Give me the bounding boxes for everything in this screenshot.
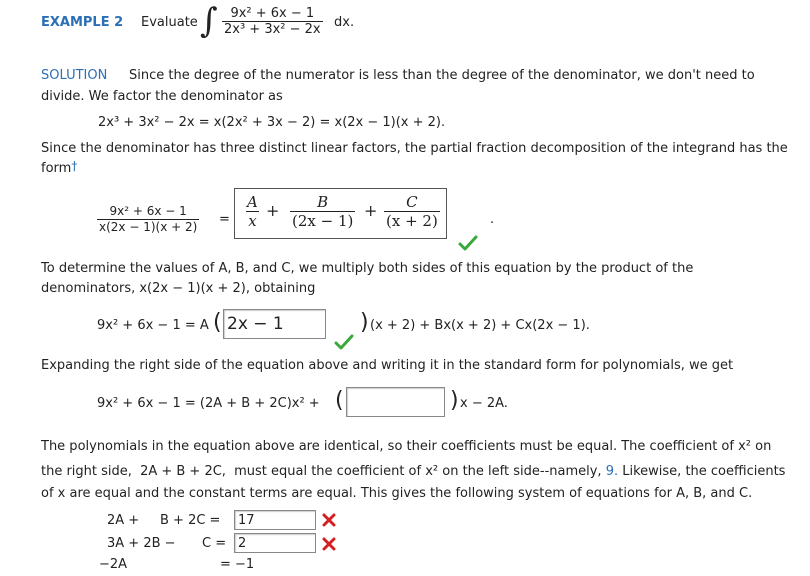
frac-b — [290, 193, 355, 230]
solution-label: SOLUTION — [41, 68, 108, 83]
dx-label: dx. — [334, 15, 355, 30]
frac-c-numerator: C — [406, 193, 418, 211]
identical-line-2b: 2A + B + 2C, — [140, 464, 226, 479]
equation3-open-paren: ( — [335, 388, 344, 413]
identical-line-2e: Likewise, the coefficients — [622, 464, 786, 479]
equation3-close-paren: ) — [450, 388, 459, 413]
equation3-lhs: 9x² + 6x − 1 = (2A + B + 2C)x² + — [97, 396, 320, 411]
frac-c-denominator: (x + 2) — [386, 212, 438, 230]
equation2-lhs: 9x² + 6x − 1 = A — [97, 318, 209, 333]
identical-line-2c: must equal the coefficient of x² on the left side--namely, — [234, 464, 602, 479]
equation2-open-paren: ( — [213, 310, 222, 335]
solution-line-2: divide. We factor the denominator as — [41, 89, 283, 104]
decomp-period: . — [490, 212, 495, 227]
system-row2-input[interactable] — [234, 533, 316, 553]
correct-check-icon — [458, 235, 478, 251]
factor-equation: 2x³ + 3x² − 2x = x(2x² + 3x − 2) = x(2x − 1)(x + 2). — [98, 115, 446, 130]
system-row1-t1: 2A + — [107, 513, 140, 528]
system-row1-t2: B + 2C = — [160, 513, 221, 528]
system-row3-t2: = −1 — [220, 557, 255, 572]
identical-line-2 — [41, 464, 785, 479]
distinct-line-2-text: form — [41, 161, 72, 176]
identical-line-2a: the right side, — [41, 464, 132, 479]
frac-c — [384, 193, 440, 230]
decomp-lhs-denominator: x(2x − 1)(x + 2) — [99, 220, 198, 234]
equation3-rhs: x − 2A. — [460, 396, 508, 411]
example-label: EXAMPLE 2 — [41, 15, 124, 30]
system-row3-t1: −2A — [99, 557, 128, 572]
equation2-rhs: (x + 2) + Bx(x + 2) + Cx(2x − 1). — [370, 318, 590, 333]
integrand-denominator: 2x³ + 3x² − 2x — [224, 22, 321, 37]
evaluate-label: Evaluate — [141, 15, 198, 30]
solution-line-1: Since the degree of the numerator is less than the degree of the denominator, we don't need to — [129, 68, 755, 83]
integral-sign: ∫ — [200, 1, 218, 41]
plus-sign-2: + — [364, 201, 378, 220]
equation3-answer-input[interactable] — [346, 387, 445, 417]
determine-line-1: To determine the values of A, B, and C, we multiply both sides of this equation by the product of the — [41, 261, 694, 276]
incorrect-x-icon — [322, 513, 336, 527]
decomp-lhs-fraction — [97, 204, 199, 235]
frac-a-denominator: x — [248, 212, 257, 230]
decomp-lhs-numerator: 9x² + 6x − 1 — [109, 204, 187, 218]
plus-sign-1: + — [266, 201, 280, 220]
integrand-fraction — [222, 6, 323, 37]
system-row1-input[interactable] — [234, 510, 316, 530]
equation2-answer-input[interactable] — [223, 309, 326, 339]
integrand-numerator: 9x² + 6x − 1 — [230, 6, 315, 21]
correct-check-icon — [334, 334, 354, 350]
identical-line-2d: 9. — [605, 464, 619, 479]
system-row2-t1: 3A + 2B − — [107, 536, 176, 551]
identical-line-1: The polynomials in the equation above are identical, so their coefficients must be equal. The coefficient of x² on — [41, 439, 772, 454]
decomposition-answer-box[interactable] — [234, 188, 447, 239]
distinct-line-1: Since the denominator has three distinct linear factors, the partial fraction decomposition of the integrand has the — [41, 141, 788, 156]
identical-line-3: of x are equal and the constant terms are equal. This gives the following system of equations for A, B, and C. — [41, 486, 753, 501]
decomp-equals: = — [219, 212, 230, 227]
frac-b-numerator: B — [317, 193, 329, 211]
system-row2-t2: C = — [202, 536, 227, 551]
expanding-text: Expanding the right side of the equation above and writing it in the standard form for polynomials, we get — [41, 358, 734, 373]
frac-a-numerator: A — [247, 193, 258, 211]
incorrect-x-icon — [322, 537, 336, 551]
distinct-line-2 — [41, 161, 77, 176]
determine-line-2: denominators, x(2x − 1)(x + 2), obtaining — [41, 281, 316, 296]
footnote-dagger-link[interactable]: † — [71, 159, 78, 173]
equation2-close-paren: ) — [360, 310, 369, 335]
frac-b-denominator: (2x − 1) — [292, 212, 354, 230]
frac-a — [245, 193, 260, 230]
